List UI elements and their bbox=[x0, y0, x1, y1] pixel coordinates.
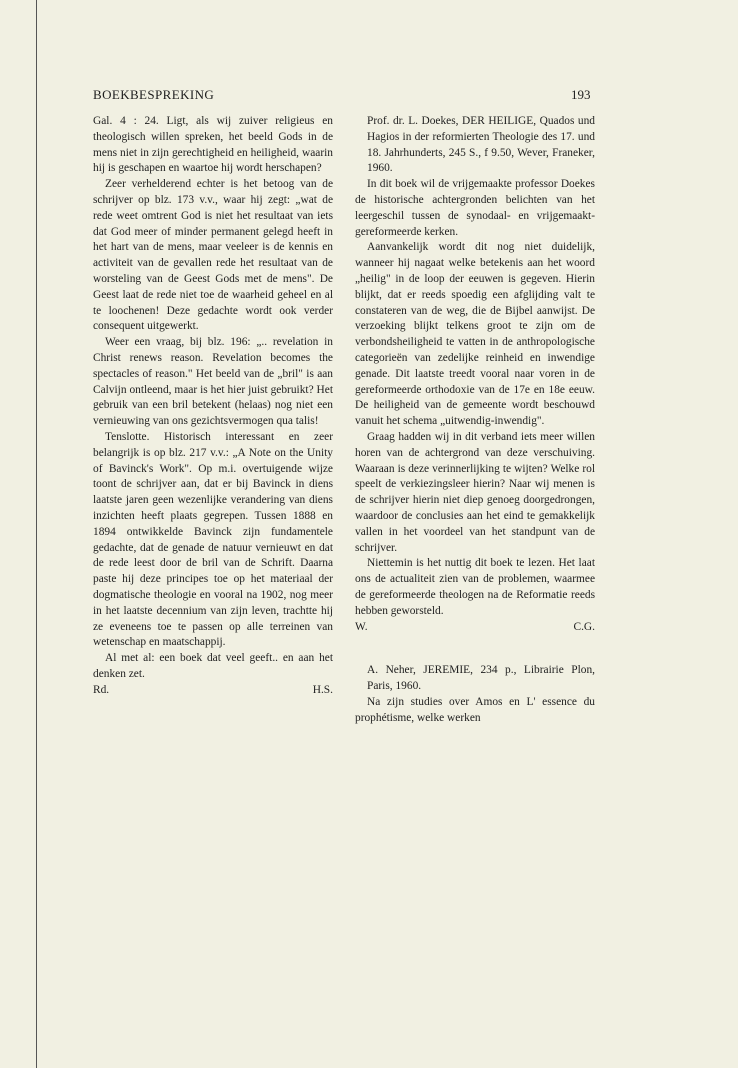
section-gap bbox=[355, 635, 595, 663]
paragraph: Weer een vraag, bij blz. 196: „.. revelation in Christ renews reason. Revelation becomes the spectacles of reason." Het beeld van de „bril" is aan Calvijn ontleend, maar is het hier juist gebruikt? Het gebruik van een bril betekent (helaas) nog niet een vernieuwing van ons gezichtsvermogen qua talis! bbox=[93, 336, 333, 428]
signature-initials-left: Rd. bbox=[93, 683, 110, 696]
paragraph: Niettemin is het nuttig dit boek te lezen. Het laat ons de actualiteit zien van de problemen, waarmee de gereformeerde theologen na de Reformatie reeds hebben geworsteld. bbox=[355, 557, 595, 617]
paragraph: Zeer verhelderend echter is het betoog van de schrijver op blz. 173 v.v., waar hij zegt: „wat de rede weet omtrent God is niet het resultaat van iets dat God meer of minder permanent gelegd heeft in het hart van de mens, maar veeleer is de kennis en activiteit van de gevallen rede het resultaat van de worsteling van de Geest Gods met de mens". De Geest laat de rede niet toe de waarheid geheel en al te loochenen! Deze gedachte wordt ook verder consequent uitgewerkt. bbox=[93, 178, 333, 333]
page-number: 193 bbox=[571, 87, 591, 102]
paragraph: Al met al: een boek dat veel geeft.. en aan het denken zet. bbox=[93, 652, 333, 680]
review-signature bbox=[93, 683, 333, 699]
page-edge-line bbox=[36, 0, 37, 1068]
paragraph: Na zijn studies over Amos en L' essence du prophétisme, welke werken bbox=[355, 695, 595, 724]
right-column bbox=[355, 114, 595, 726]
paragraph: In dit boek wil de vrijgemaakte professor Doekes de historische achtergronden belichten van het leergeschil tussen de synodaal- en vrijgemaakt-gereformeerde kerken. bbox=[355, 178, 595, 238]
left-column bbox=[93, 114, 333, 698]
running-header-title: BOEKBESPREKING bbox=[93, 87, 215, 102]
review-signature bbox=[355, 620, 595, 636]
signature-initials-right: H.S. bbox=[312, 683, 333, 696]
paragraph: Tenslotte. Historisch interessant en zeer belangrijk is op blz. 217 v.v.: „A Note on the Unity of Bavinck's Work". Op m.i. overtuigende wijze toont de schrijver aan, dat er bij Bavinck in diens laatste jaren geen wezenlijke verandering van diens inzichten heeft plaats gegrepen. Tussen 1888 en 1894 ontwikkelde Bavinck zijn fundamentele gedachte, dat de genade de natuur vernieuwt en dat de rede leest door de bril van de Schrift. Daarna paste hij deze principes toe op het materiaal der dogmatische theologie en vooral na 1902, nog meer in het laatste decennium van zijn leven, trachtte hij ze eveneens toe te passen op alle terreinen van wetenschap en maatschappij. bbox=[93, 430, 333, 649]
paragraph: Gal. 4 : 24. Ligt, als wij zuiver religieus en theologisch willen spreken, het beeld Gods in de mens niet in zijn gerechtigheid en heiligheid, waarin hij is geschapen en waartoe hij wordt herschapen? bbox=[93, 115, 333, 175]
signature-initials-right: C.G. bbox=[573, 620, 595, 633]
signature-initials-left: W. bbox=[355, 620, 368, 633]
paragraph: Graag hadden wij in dit verband iets meer willen horen van de achtergrond van deze verschuiving. Waaraan is deze verinnerlijking te wijten? Welke rol speelt de verkiezingsleer hierin? Naar wij menen is de schrijver hierin niet diep genoeg doorgedrongen, waardoor de conclusies aan het eind te gemakkelijk vallen in het voordeel van het standpunt van de schrijver. bbox=[355, 430, 595, 554]
book-reference: Prof. dr. L. Doekes, DER HEILIGE, Quados und Hagios in der reformierten Theologie des 17. und 18. Jahrhunderts, 245 S., f 9.50, Wever, Franeker, 1960. bbox=[367, 115, 595, 175]
book-reference: A. Neher, JEREMIE, 234 p., Librairie Plon, Paris, 1960. bbox=[367, 664, 595, 693]
paragraph: Aanvankelijk wordt dit nog niet duidelijk, wanneer hij nagaat welke betekenis aan het woord „heilig" in de loop der eeuwen is gegeven. Hierin blijkt, dat er reeds spoedig een afglijding valt te constateren van de weg, die de Bijbel aanwijst. De verzoeking blijkt telkens groot te zijn om de verbondsheiligheid te vatten in de anthropologische categorieën van zedelijke reinheid en inwendige genade. Dit laatste treedt vooral naar voren in de gereformeerde orthodoxie van de 17e en 18e eeuw. De heiligheid van de gemeente wordt beschouwd vanuit het schema „uitwendig-inwendig". bbox=[355, 241, 595, 428]
